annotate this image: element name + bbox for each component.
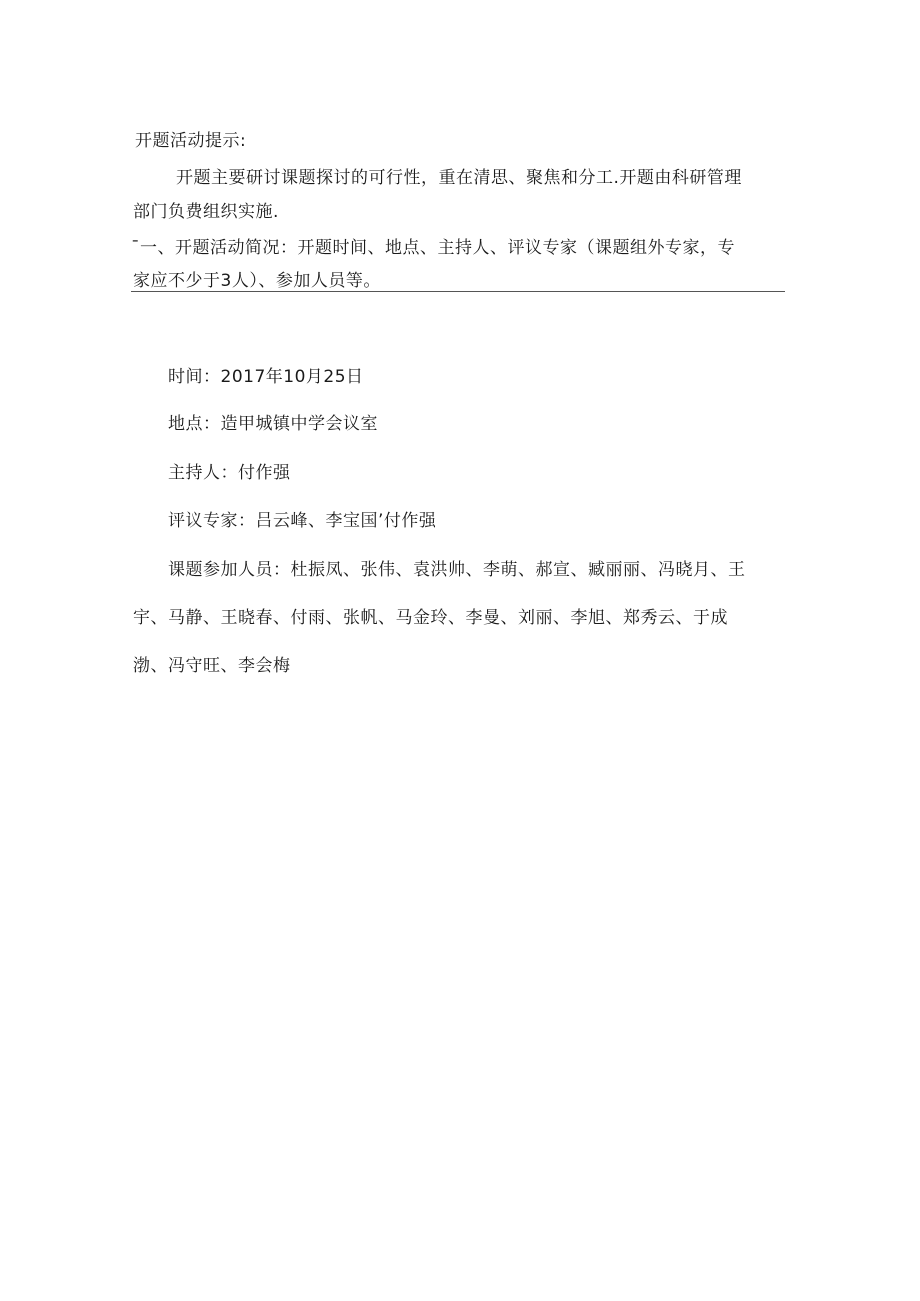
section-divider [131,291,785,292]
intro-paragraph-line-2: 部门负费组织实施. [133,202,279,222]
meeting-host: 主持人：付作强 [168,463,291,483]
intro-paragraph-line-1: 开题主要研讨课题探讨的可行性，重在清思、聚焦和分工.开题由科研管理 [176,168,742,188]
meeting-time: 时间：2017年10月25日 [168,367,364,387]
participants-line-1: 课题参加人员：杜振凤、张伟、袁洪帅、李萌、郝宣、臧丽丽、冯晓月、王 [168,560,746,580]
meeting-place: 地点：造甲城镇中学会议室 [168,414,378,434]
participants-line-2: 宇、马静、王晓春、付雨、张帆、马金玲、李曼、刘丽、李旭、郑秀云、于成 [133,608,728,628]
participants-line-3: 渤、冯守旺、李会梅 [133,656,291,676]
review-experts: 评议专家：吕云峰、李宝国’付作强 [168,511,437,531]
section-one-heading-line-1: ¯一、开题活动简况：开题时间、地点、主持人、评议专家（课题组外专家，专 [131,238,735,258]
section-title: 开题活动提示: [135,131,247,151]
section-one-heading-line-2: 家应不少于3人）、参加人员等。 [133,271,381,291]
